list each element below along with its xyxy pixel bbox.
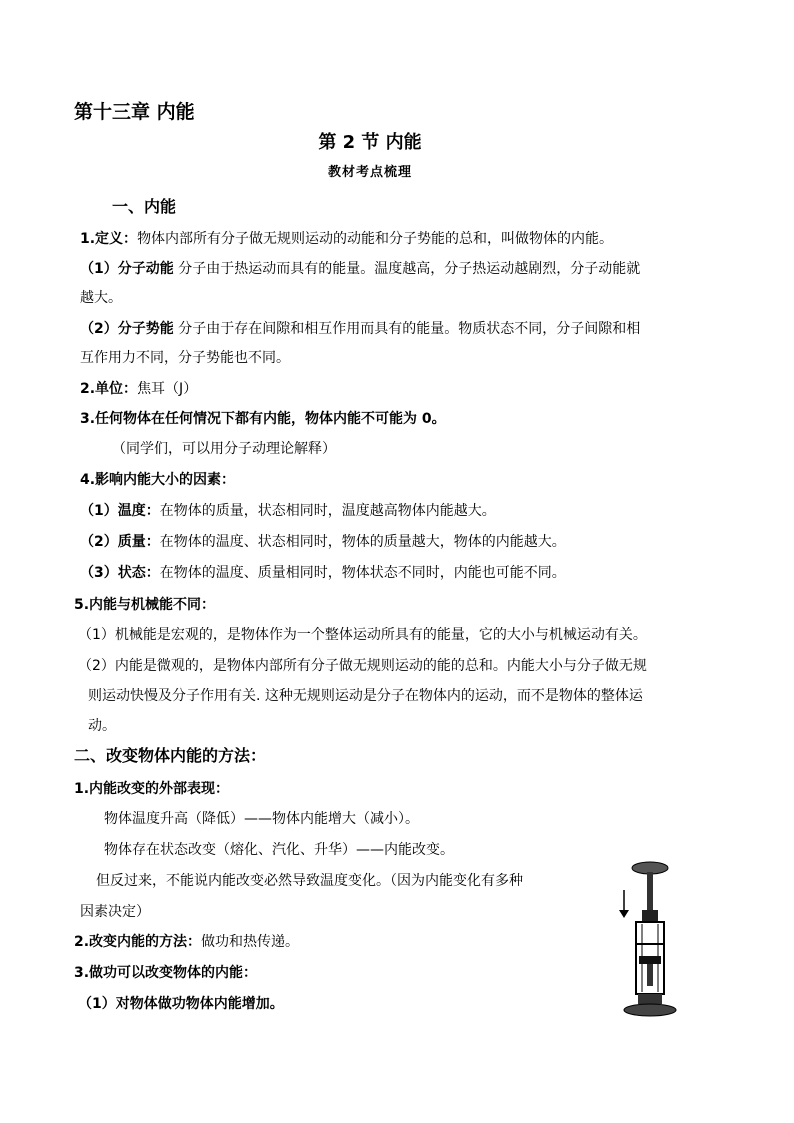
kinetic-text-1: 分子由于热运动而具有的能量。温度越高，分子热运动越剧烈，分子动能就	[173, 261, 641, 277]
subtitle: 教材考点梳理	[327, 165, 412, 180]
difference-2-line-1: （2）内能是微观的，是物体内部所有分子做无规则运动的能的总和。内能大小与分子做无规	[78, 658, 647, 674]
external-2: 物体存在状态改变（熔化、汽化、升华）——内能改变。	[104, 842, 454, 858]
work-heading: 3.做功可以改变物体的内能：	[74, 965, 258, 981]
factor-temperature-text: 在物体的质量，状态相同时，温度越高物体内能越大。	[159, 503, 496, 519]
unit-line	[80, 379, 197, 399]
methods-text: 做功和热传递。	[201, 934, 300, 950]
point3-note: （同学们，可以用分子动理论解释）	[112, 441, 336, 457]
unit-label: 2.单位：	[80, 381, 138, 397]
point3: 3.任何物体在任何情况下都有内能，物体内能不可能为 0。	[80, 411, 446, 427]
factor-mass	[80, 532, 566, 552]
factor-temperature	[80, 501, 496, 521]
part2-heading: 二、改变物体内能的方法：	[74, 746, 267, 765]
potential-line-1	[80, 319, 640, 339]
difference-2-line-3: 动。	[88, 718, 116, 734]
factor-temperature-label: （1）温度：	[80, 503, 160, 519]
factor-state-label: （3）状态：	[80, 565, 160, 581]
potential-label: （2）分子势能	[80, 321, 174, 337]
external-heading: 1.内能改变的外部表现：	[74, 781, 230, 797]
methods-line	[74, 932, 299, 952]
methods-label: 2.改变内能的方法：	[74, 934, 202, 950]
factor-mass-label: （2）质量：	[80, 534, 160, 550]
difference-heading: 5.内能与机械能不同：	[74, 597, 216, 613]
potential-line-2: 互作用力不同，分子势能也不同。	[80, 350, 290, 366]
potential-text-1: 分子由于存在间隙和相互作用而具有的能量。物质状态不同，分子间隙和相	[173, 321, 641, 337]
external-1: 物体温度升高（降低）——物体内能增大（减小）。	[104, 811, 419, 827]
factor-state-text: 在物体的温度、质量相同时，物体状态不同时，内能也可能不同。	[159, 565, 566, 581]
kinetic-line-2: 越大。	[80, 290, 122, 306]
part1-heading: 一、内能	[112, 197, 177, 216]
definition-line	[80, 229, 613, 249]
work-1: （1）对物体做功物体内能增加。	[78, 996, 284, 1012]
factors-heading: 4.影响内能大小的因素：	[80, 472, 236, 488]
definition-text: 物体内部所有分子做无规则运动的动能和分子势能的总和，叫做物体的内能。	[137, 231, 614, 247]
factor-state	[80, 563, 566, 583]
difference-1: （1）机械能是宏观的，是物体作为一个整体运动所具有的能量，它的大小与机械运动有关。	[78, 627, 647, 643]
chapter-title: 第十三章 内能	[74, 101, 195, 123]
section-title: 第 2 节 内能	[318, 132, 422, 153]
kinetic-line-1	[80, 259, 640, 279]
definition-label: 1.定义：	[80, 231, 138, 247]
unit-text: 焦耳（J）	[137, 381, 198, 397]
external-3-line-2: 因素决定）	[80, 904, 150, 920]
external-3-line-1: 但反过来，不能说内能改变必然导致温度变化。（因为内能变化有多种	[96, 873, 523, 889]
factor-mass-text: 在物体的温度、状态相同时，物体的质量越大，物体的内能越大。	[159, 534, 566, 550]
kinetic-label: （1）分子动能	[80, 261, 174, 277]
difference-2-line-2: 则运动快慢及分子作用有关. 这种无规则运动是分子在物体内的运动，而不是物体的整体运	[88, 688, 643, 704]
air-compression-piston-icon	[612, 860, 692, 1020]
